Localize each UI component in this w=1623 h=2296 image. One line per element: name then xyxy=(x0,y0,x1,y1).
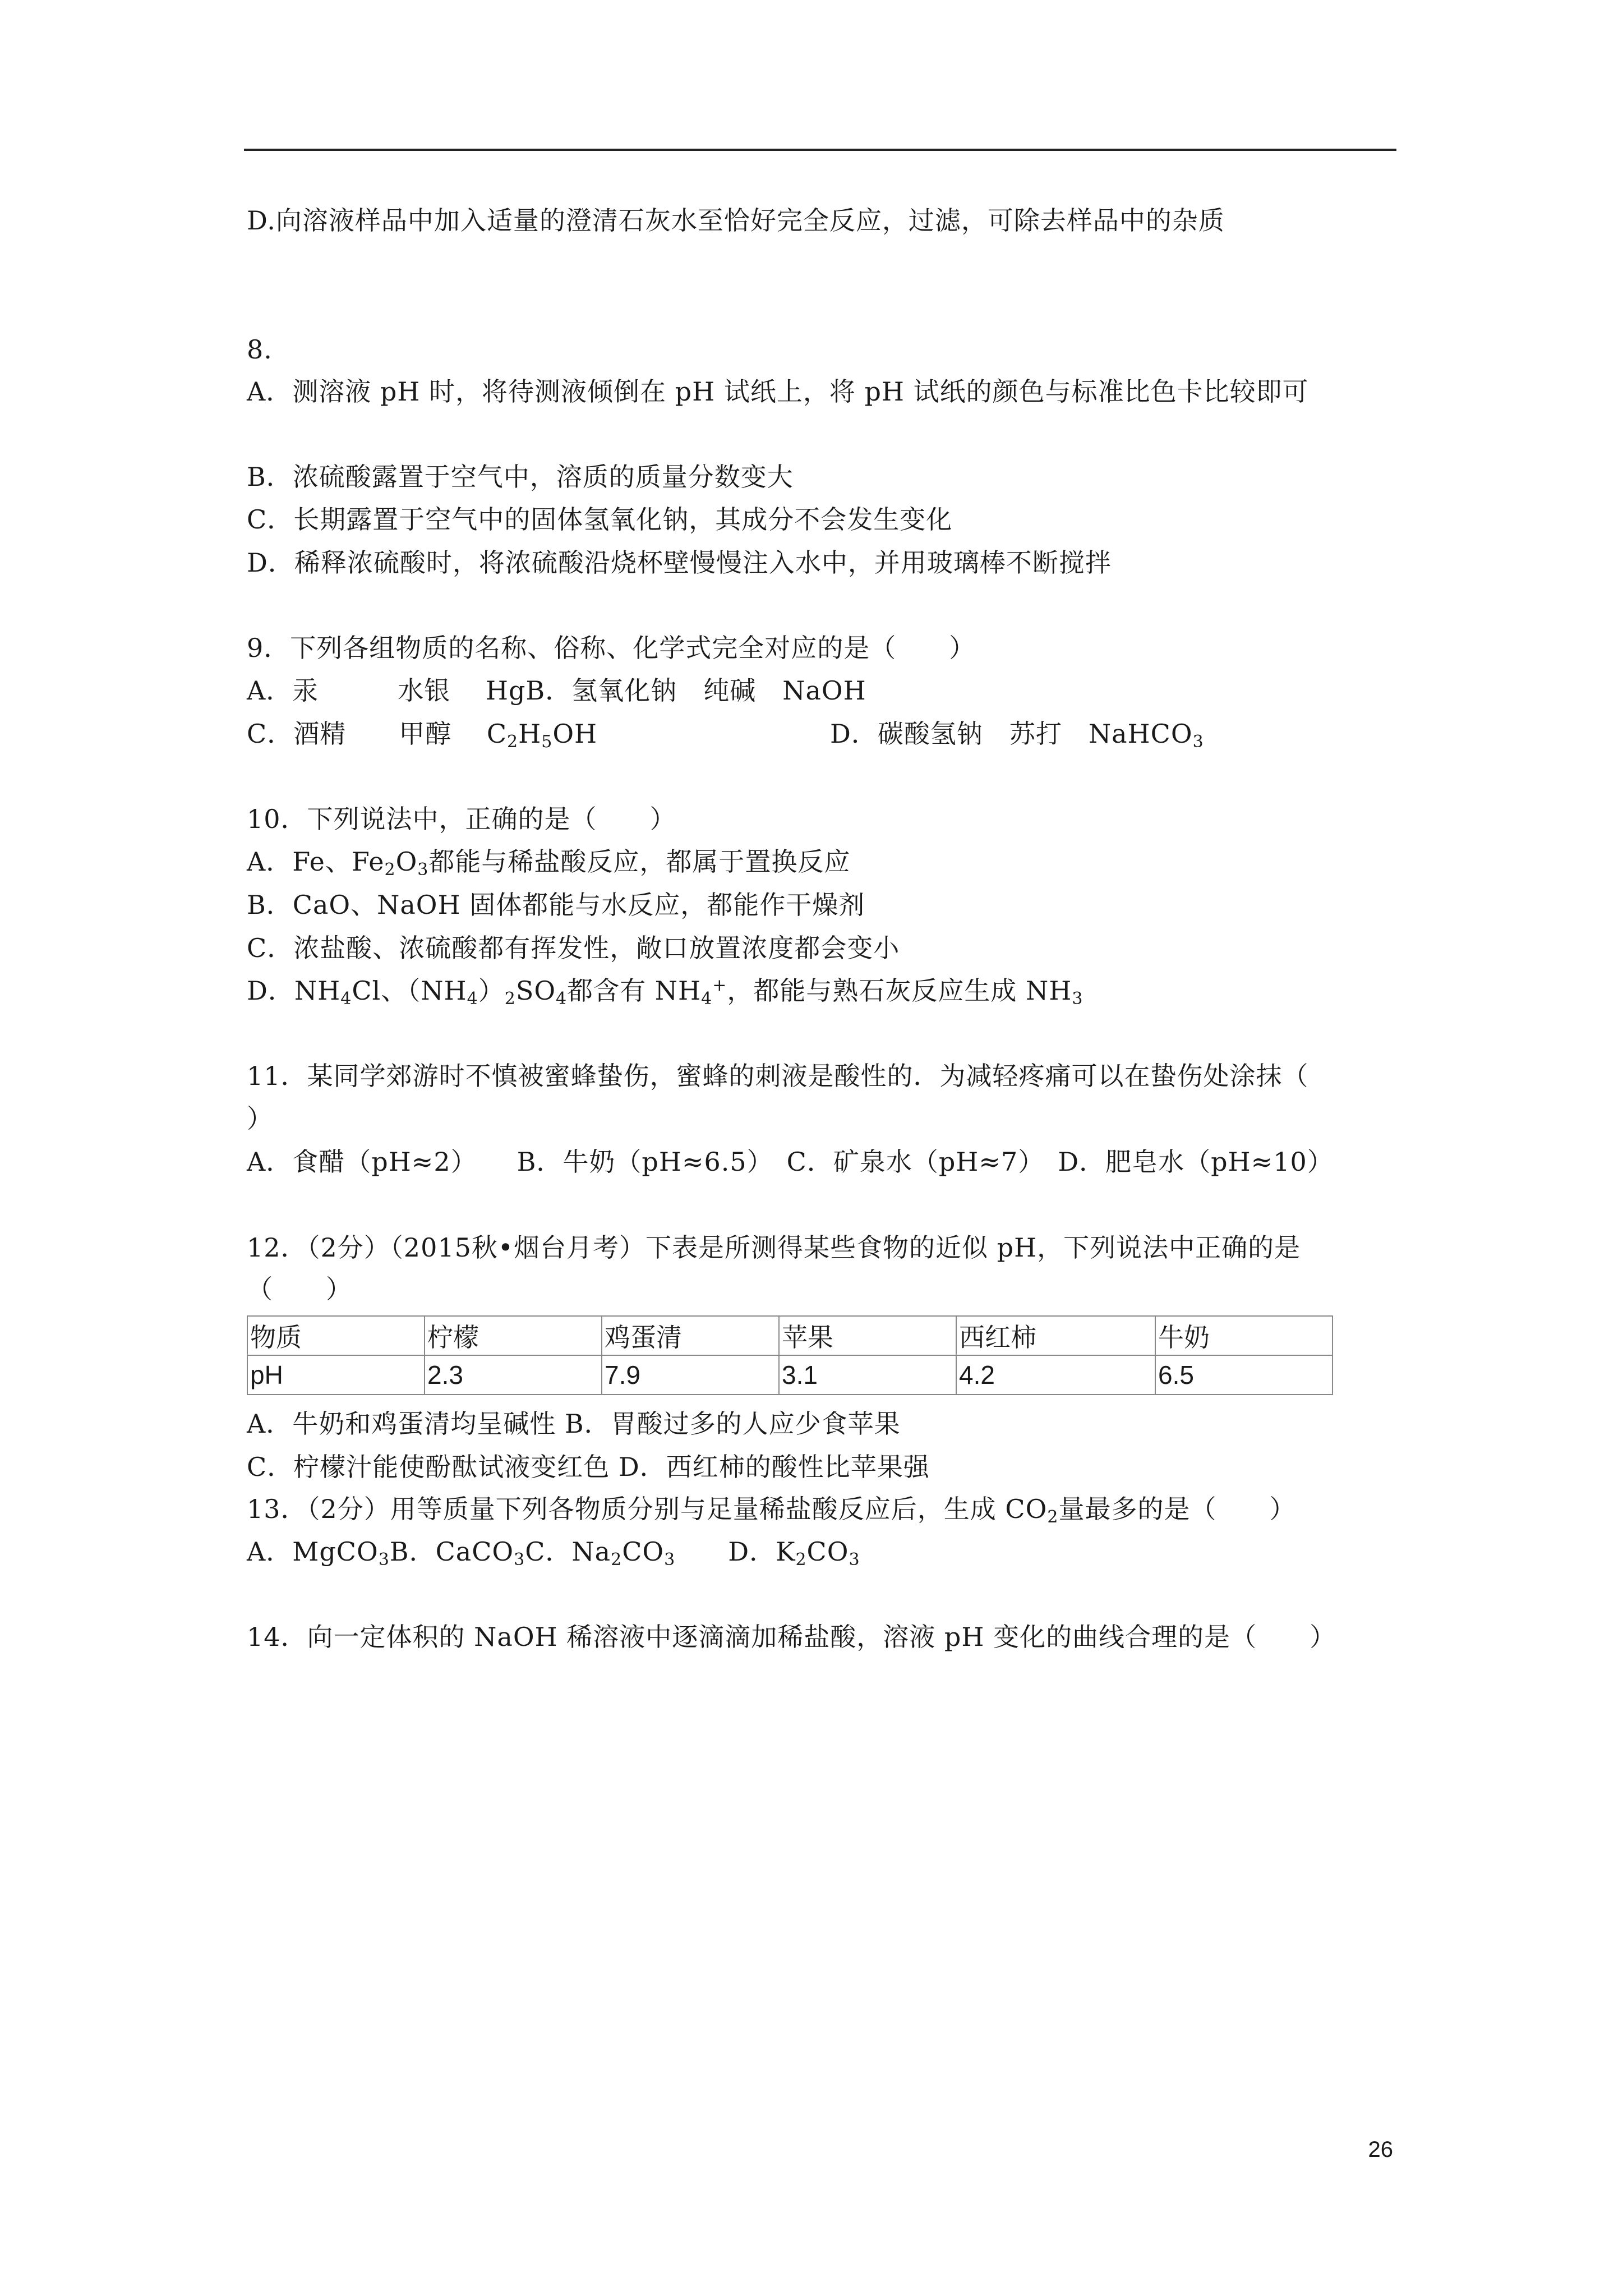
table-cell: 牛奶 xyxy=(1155,1316,1332,1355)
q8-option-a: A．测溶液 pH 时，将待测液倾倒在 pH 试纸上，将 pH 试纸的颜色与标准比色卡比较即可 xyxy=(247,376,1309,407)
q13-stem: 13．（2分）用等质量下列各物质分别与足量稀盐酸反应后，生成 $CO_2$量最多的是（ ） xyxy=(247,1494,1296,1527)
q11-stem: 11．某同学郊游时不慎被蜜蜂蛰伤，蜜蜂的刺液是酸性的．为减轻疼痛可以在蛰伤处涂抹（ xyxy=(247,1061,1309,1091)
q7-option-d: D.向溶液样品中加入适量的澄清石灰水至恰好完全反应，过滤，可除去样品中的杂质 xyxy=(247,205,1225,236)
q10-option-b: B．CaO、NaOH 固体都能与水反应，都能作干燥剂 xyxy=(247,890,865,920)
table-cell: 2.3 xyxy=(425,1355,602,1395)
q10-option-a: A．Fe、$Fe_2O_3$都能与稀盐酸反应，都属于置换反应 xyxy=(247,846,851,880)
table-row xyxy=(247,1355,1332,1395)
q10-option-d: D．$NH_4Cl$、$(NH_4)_2SO_4$都含有 $NH_4^+$，都能与熟石灰反应生成 $NH_3$ xyxy=(247,976,1083,1009)
q10-stem: 10．下列说法中，正确的是（ ） xyxy=(247,804,676,834)
q10-option-c: C．浓盐酸、浓硫酸都有挥发性，敞口放置浓度都会变小 xyxy=(247,933,900,963)
table-cell: 鸡蛋清 xyxy=(602,1316,779,1355)
q8-option-b: B．浓硫酸露置于空气中，溶质的质量分数变大 xyxy=(247,462,794,492)
q11-options: A．食醋（pH≈2） B．牛奶（pH≈6.5） C．矿泉水（pH≈7） D．肥皂水（pH≈10） xyxy=(247,1147,1334,1177)
page-number: 26 xyxy=(1368,2137,1393,2162)
q11-stem-cont: ） xyxy=(247,1103,273,1134)
table-cell: 3.1 xyxy=(779,1355,956,1395)
table-cell: 6.5 xyxy=(1155,1355,1332,1395)
q12-stem: 12．（2分）（2015秋•烟台月考）下表是所测得某些食物的近似 pH，下列说法中正确的是 xyxy=(247,1232,1301,1263)
table-cell: 7.9 xyxy=(602,1355,779,1395)
q14-stem: 14．向一定体积的 NaOH 稀溶液中逐滴滴加稀盐酸，溶液 pH 变化的曲线合理的是（ ） xyxy=(247,1622,1336,1652)
q12-options-cd: C．柠檬汁能使酚酞试液变红色 D．西红柿的酸性比苹果强 xyxy=(247,1452,930,1482)
table-cell: 4.2 xyxy=(956,1355,1155,1395)
q13-options: A．MgCO$_3$B．CaCO$_3$C．$Na_2CO_3$ D．$K_2CO_3$ xyxy=(247,1536,860,1570)
q9-stem: 9．下列各组物质的名称、俗称、化学式完全对应的是（ ） xyxy=(247,633,976,663)
q12-stem-cont: （ ） xyxy=(247,1274,352,1304)
q12-options-ab: A．牛奶和鸡蛋清均呈碱性 B．胃酸过多的人应少食苹果 xyxy=(247,1409,901,1439)
header-rule xyxy=(244,149,1396,151)
table-header-row xyxy=(247,1316,1332,1355)
table-cell: 西红柿 xyxy=(956,1316,1155,1355)
q9-option-c: C．酒精 甲醇 $C_2H_5OH$ xyxy=(247,719,598,752)
table-cell: 苹果 xyxy=(779,1316,956,1355)
table-cell: 柠檬 xyxy=(425,1316,602,1355)
table-cell: 物质 xyxy=(247,1316,425,1355)
q9-options-ab: A．汞 水银 HgB．氢氧化钠 纯碱 NaOH xyxy=(247,675,866,706)
ph-table xyxy=(247,1315,1333,1395)
q8-option-c: C．长期露置于空气中的固体氢氧化钠，其成分不会发生变化 xyxy=(247,504,953,535)
q8-option-d: D．稀释浓硫酸时，将浓硫酸沿烧杯壁慢慢注入水中，并用玻璃棒不断搅拌 xyxy=(247,547,1112,578)
table-cell: pH xyxy=(247,1355,425,1395)
q8-number: 8. xyxy=(247,334,273,365)
q9-option-d: D．碳酸氢钠 苏打 NaHCO$_3$ xyxy=(830,719,1204,752)
